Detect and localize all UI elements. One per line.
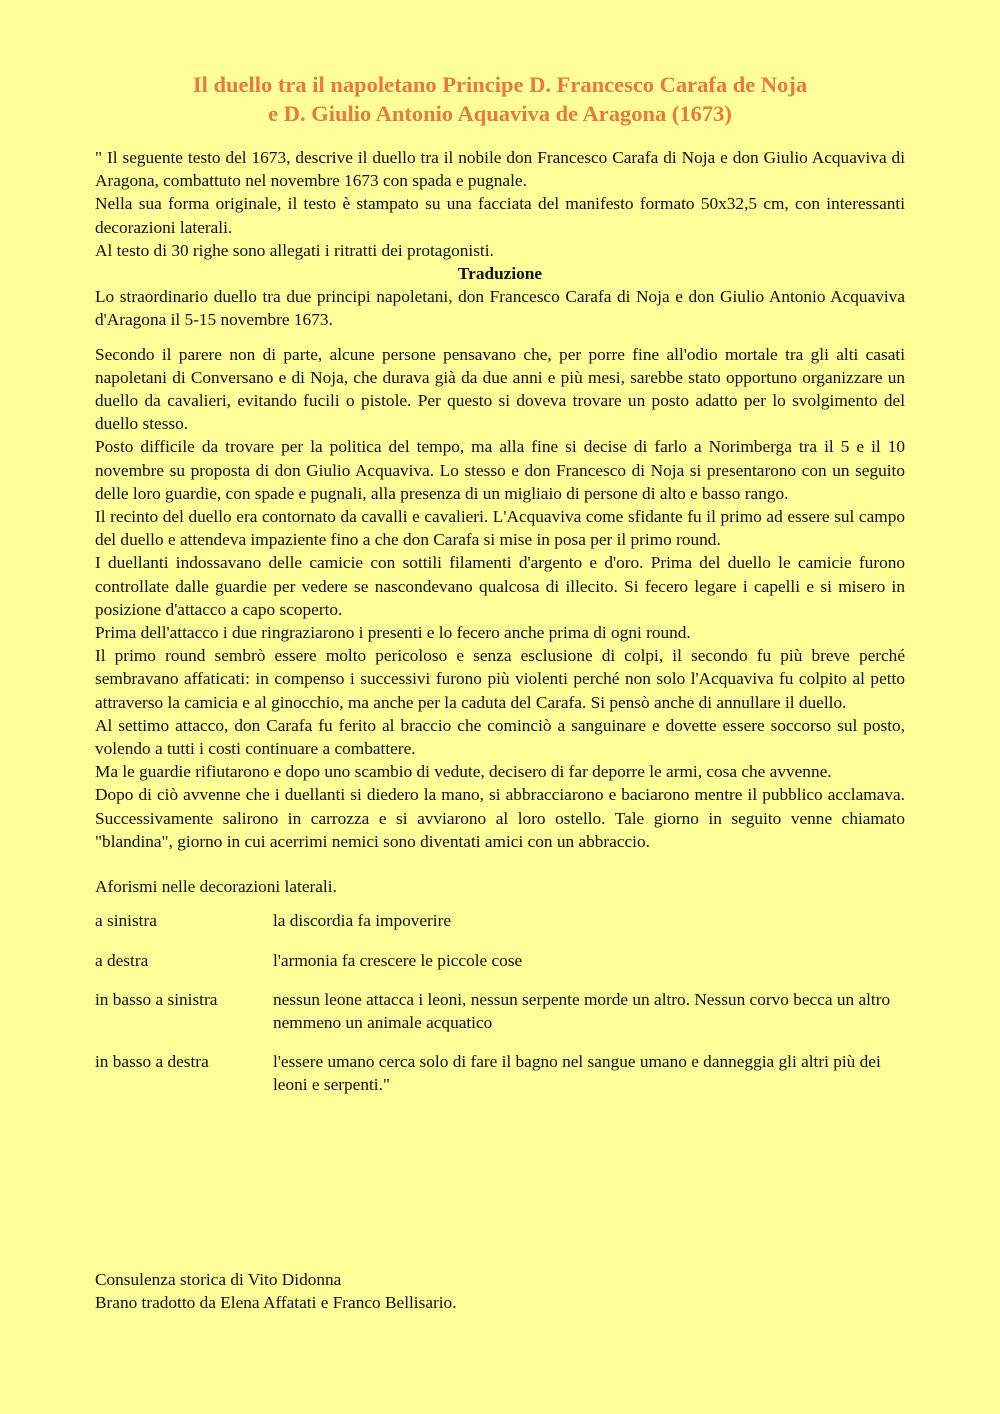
aphorisms-table — [95, 909, 905, 1112]
spacer — [95, 853, 905, 875]
body-paragraph: Posto difficile da trovare per la politica del tempo, ma alla fine si decise di farlo a Norimberga tra il 5 e il 10 novembre su proposta di don Giulio Acquaviva. Lo stesso e don Francesco di Noja si presentarono con un seguito delle loro guardie, con spade e pugnali, alla presenza di un migliaio di persone di alto e basso rango. — [95, 437, 905, 503]
aphorism-position: in basso a destra — [95, 1052, 209, 1072]
aphorism-text: nessun leone attacca i leoni, nessun serpente morde un altro. Nessun corvo becca un altro nemmeno un animale acquatico — [273, 989, 891, 1032]
body-paragraph: Prima dell'attacco i due ringraziarono i presenti e lo fecero anche prima di ogni round. — [95, 623, 691, 643]
body-paragraph: Il recinto del duello era contornato da cavalli e cavalieri. L'Acquaviva come sfidante fu il primo ad essere sul campo del duello e attendeva impaziente fino a che don Carafa si mise in posa per il primo round. — [95, 507, 905, 550]
aphorism-text: l'essere umano cerca solo di fare il bagno nel sangue umano e danneggia gli altri più dei leoni e serpenti." — [273, 1052, 881, 1095]
document-body — [95, 146, 905, 1113]
page-title — [0, 70, 1000, 128]
body-paragraph: Il primo round sembrò essere molto pericoloso e senza esclusione di colpi, il secondo fu più breve perché sembravano affaticati: in compenso i successivi furono più violenti perché non solo l'Acquaviva fu colpito al petto attraverso la camicia e al ginocchio, ma anche per la caduta del Carafa. Si pensò anche di annullare il duello. — [95, 646, 905, 712]
aphorism-position: in basso a sinistra — [95, 989, 218, 1009]
intro-paragraph-1: " Il seguente testo del 1673, descrive il duello tra il nobile don Francesco Carafa di Noja e don Giulio Acquaviva di Aragona, combattuto nel novembre 1673 con spada e pugnale. — [95, 148, 905, 191]
translation-lead: Lo straordinario duello tra due principi napoletani, don Francesco Carafa di Noja e don Giulio Antonio Acquaviva d'Aragona il 5-15 novembre 1673. — [95, 287, 905, 330]
body-paragraph: Al settimo attacco, don Carafa fu ferito al braccio che cominciò a sanguinare e dovette essere soccorso sul posto, volendo a tutti i costi continuare a combattere. — [95, 715, 905, 759]
translation-heading: Traduzione — [457, 264, 543, 284]
credits — [95, 1268, 457, 1314]
body-paragraph: I duellanti indossavano delle camicie con sottili filamenti d'argento e d'oro. Prima del duello le camicie furono controllate dalle guardie per vedere se nascondevano qualcosa di illecito. Si fecero legare i capelli e si misero in posizione d'attacco a capo scoperto. — [95, 553, 905, 619]
body-paragraph: Dopo di ciò avvenne che i duellanti si diedero la mano, si abbracciarono e baciarono mentre il pubblico acclamava. Successivamente salirono in carrozza e si avviarono al loro ostello. Tale giorno in seguito venne chiamato "blandina", giorno in cui acerrimi nemici sono diventati amici con un abbraccio. — [95, 785, 905, 851]
title-line-1: Il duello tra il napoletano Principe D. Francesco Carafa de Noja — [192, 72, 808, 97]
title-line-2: e D. Giulio Antonio Aquaviva de Aragona (1673) — [268, 101, 732, 126]
aphorism-text: la discordia fa impoverire — [273, 911, 452, 931]
intro-paragraph-3: Al testo di 30 righe sono allegati i ritratti dei protagonisti. — [95, 240, 494, 260]
credits-line-2: Brano tradotto da Elena Affatati e Franco Bellisario. — [95, 1293, 457, 1313]
aphorisms-heading: Aforismi nelle decorazioni laterali. — [95, 877, 337, 897]
intro-paragraph-2: Nella sua forma originale, il testo è stampato su una facciata del manifesto formato 50x32,5 cm, con interessanti decorazioni laterali. — [95, 194, 905, 237]
credits-line-1: Consulenza storica di Vito Didonna — [95, 1270, 342, 1289]
body-paragraph: Secondo il parere non di parte, alcune persone pensavano che, per porre fine all'odio mortale tra gli alti casati napoletani di Conversano e di Noja, che durava già da due anni e più mesi, sarebbe stato opportuno organizzare un duello da cavalieri, evitando fucili o pistole. Per questo si doveva trovare un posto adatto per lo svolgimento del duello stesso. — [95, 344, 905, 434]
body-paragraph: Ma le guardie rifiutarono e dopo uno scambio di vedute, decisero di far deporre le armi, cosa che avvenne. — [95, 762, 832, 782]
aphorism-position: a destra — [95, 950, 149, 970]
spacer — [95, 332, 905, 343]
aphorism-text: l'armonia fa crescere le piccole cose — [273, 950, 523, 970]
spacer — [95, 898, 905, 909]
aphorism-position: a sinistra — [95, 911, 157, 931]
